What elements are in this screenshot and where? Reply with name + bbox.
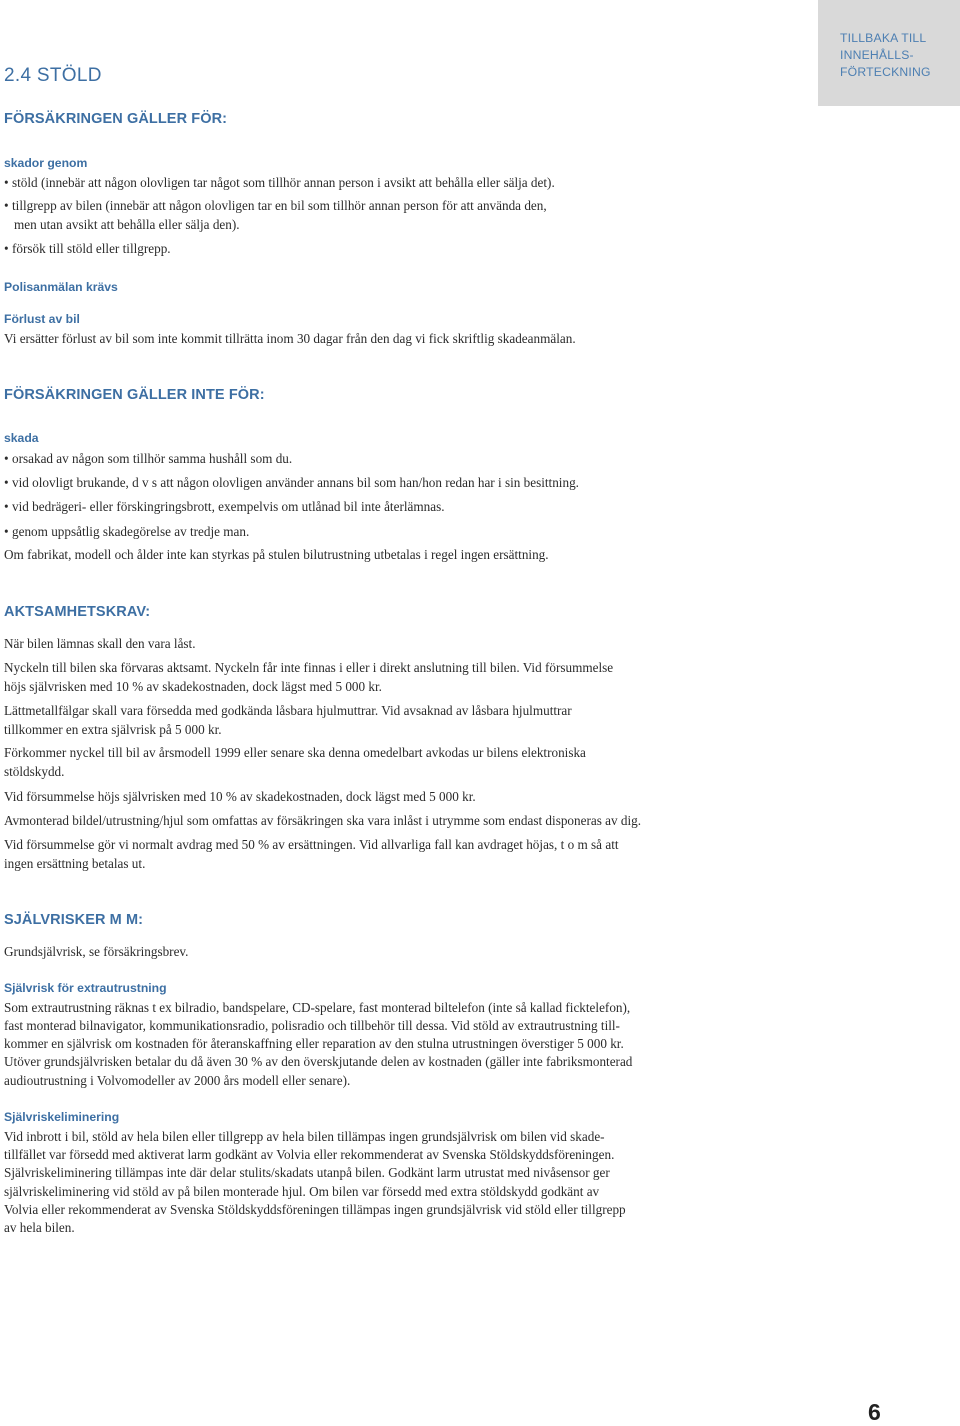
care-line: Nyckeln till bilen ska förvaras aktsamt. Nyckeln får inte finnas i eller i direkt anslutning till bilen. Vid försummelse [4, 660, 614, 675]
care-heading: AKTSAMHETSKRAV: [4, 604, 151, 620]
care-line: Vid försummelse höjs självrisken med 10 % av skadekostnaden, dock lägst med 5 000 kr. [4, 789, 476, 804]
care-line: ingen ersättning betalas ut. [4, 856, 146, 871]
elimination-line: Vid inbrott i bil, stöld av hela bilen eller tillgrepp av hela bilen tillämpas ingen grundsjälvrisk om bilen vid skade- [4, 1129, 605, 1144]
back-to-toc-label: TILLBAKA TILL INNEHÅLLS- FÖRTECKNING [840, 31, 931, 79]
care-line: Lättmetallfälgar skall vara försedda med godkända låsbara hjulmuttrar. Vid avsaknad av låsbara hjulmuttrar [4, 703, 572, 718]
equipment-line: Utöver grundsjälvrisken betalar du då även 30 % av den överskjutande delen av kostnaden (gäller inte fabriksmonterad [4, 1054, 633, 1069]
elimination-heading: Självriskeliminering [4, 1110, 120, 1124]
equipment-line: kommer en självrisk om kostnaden för återanskaffning eller reparation av den stulna utrustningen överstiger 5 000 kr. [4, 1036, 624, 1051]
care-line: stöldskydd. [4, 764, 65, 779]
elimination-line: Självriskeliminering tillämpas inte där delar stulits/skadats utanpå bilen. Godkänt larm utrustat med nivåsensor ger [4, 1165, 610, 1180]
care-line: tillkommer en extra självrisk på 5 000 kr. [4, 722, 222, 737]
list-item: • försök till stöld eller tillgrepp. [4, 240, 171, 258]
not-covers-heading: FÖRSÄKRINGEN GÄLLER INTE FÖR: [4, 387, 265, 403]
care-line: Avmonterad bildel/utrustning/hjul som omfattas av försäkringen ska vara inlåst i utrymme som endast disponeras av dig. [4, 813, 642, 828]
list-item: • orsakad av någon som tillhör samma hushåll som du. [4, 450, 292, 468]
care-line: Förkommer nyckel till bil av årsmodell 1999 eller senare ska denna omedelbart avkodas ur bilens elektroniska [4, 745, 586, 760]
list-item: • vid bedrägeri- eller förskingringsbrott, exempelvis om utlånad bil inte återlämnas. [4, 498, 445, 516]
page-number: 6 [868, 1399, 881, 1425]
deductibles-heading: SJÄLVRISKER M M: [4, 912, 144, 928]
loss-text: Vi ersätter förlust av bil som inte kommit tillrätta inom 30 dagar från den dag vi fick skriftlig skadeanmälan. [4, 331, 576, 346]
page-title: 2.4 STÖLD [4, 65, 102, 86]
not-covers-note: Om fabrikat, modell och ålder inte kan styrkas på stulen bilutrustning utbetalas i regel ingen ersättning. [4, 547, 549, 562]
elimination-line: av hela bilen. [4, 1220, 75, 1235]
equipment-line: Som extrautrustning räknas t ex bilradio, bandspelare, CD-spelare, fast monterad biltelefon (inte så kallad ficktelefon), [4, 1000, 631, 1015]
equipment-line: audioutrustning i Volvomodeller av 2000 års modell eller senare). [4, 1073, 351, 1088]
care-line: Vid försummelse gör vi normalt avdrag med 50 % av ersättningen. Vid allvarliga fall kan avdraget höjas, t o m så att [4, 837, 619, 852]
covers-heading: FÖRSÄKRINGEN GÄLLER FÖR: [4, 111, 228, 127]
elimination-line: tillfället var försedd med aktiverat larm godkänt av Volvia eller rekommenderat av Svenska Stöldskyddsföreningen. [4, 1147, 615, 1162]
loss-heading: Förlust av bil [4, 312, 80, 326]
list-item: • genom uppsåtlig skadegörelse av tredje man. [4, 523, 249, 541]
care-line: höjs självrisken med 10 % av skadekostnaden, dock lägst med 5 000 kr. [4, 679, 382, 694]
back-to-toc-button[interactable] [818, 0, 960, 106]
care-line: När bilen lämnas skall den vara låst. [4, 636, 196, 651]
list-item: • tillgrepp av bilen (innebär att någon olovligen tar en bil som tillhör annan person för att använda den, [4, 197, 547, 215]
elimination-line: självriskeliminering vid stöld av på bilen monterade hjul. Om bilen var försedd med extra stöldskydd godkänt av [4, 1184, 600, 1199]
list-item: • stöld (innebär att någon olovligen tar något som tillhör annan person i avsikt att behålla eller sälja det). [4, 174, 555, 192]
not-covers-subheading: skada [4, 431, 39, 445]
equipment-line: fast monterad bilnavigator, kommunikationsradio, polisradio och tillbehör till dessa. Vid stöld av extrautrustning till- [4, 1018, 620, 1033]
deductibles-intro: Grundsjälvrisk, se försäkringsbrev. [4, 944, 189, 959]
list-item: • vid olovligt brukande, d v s att någon olovligen använder annans bil som han/hon redan har i sin besittning. [4, 474, 579, 492]
covers-subheading: skador genom [4, 156, 88, 170]
list-item-continuation: men utan avsikt att behålla eller sälja den). [14, 217, 240, 232]
elimination-line: Volvia eller rekommenderat av Svenska Stöldskyddsföreningen tillämpas ingen grundsjälvrisk vid stöld eller tillgrepp [4, 1202, 626, 1217]
police-report-heading: Polisanmälan krävs [4, 280, 118, 294]
equipment-deductible-heading: Självrisk för extrautrustning [4, 981, 167, 995]
